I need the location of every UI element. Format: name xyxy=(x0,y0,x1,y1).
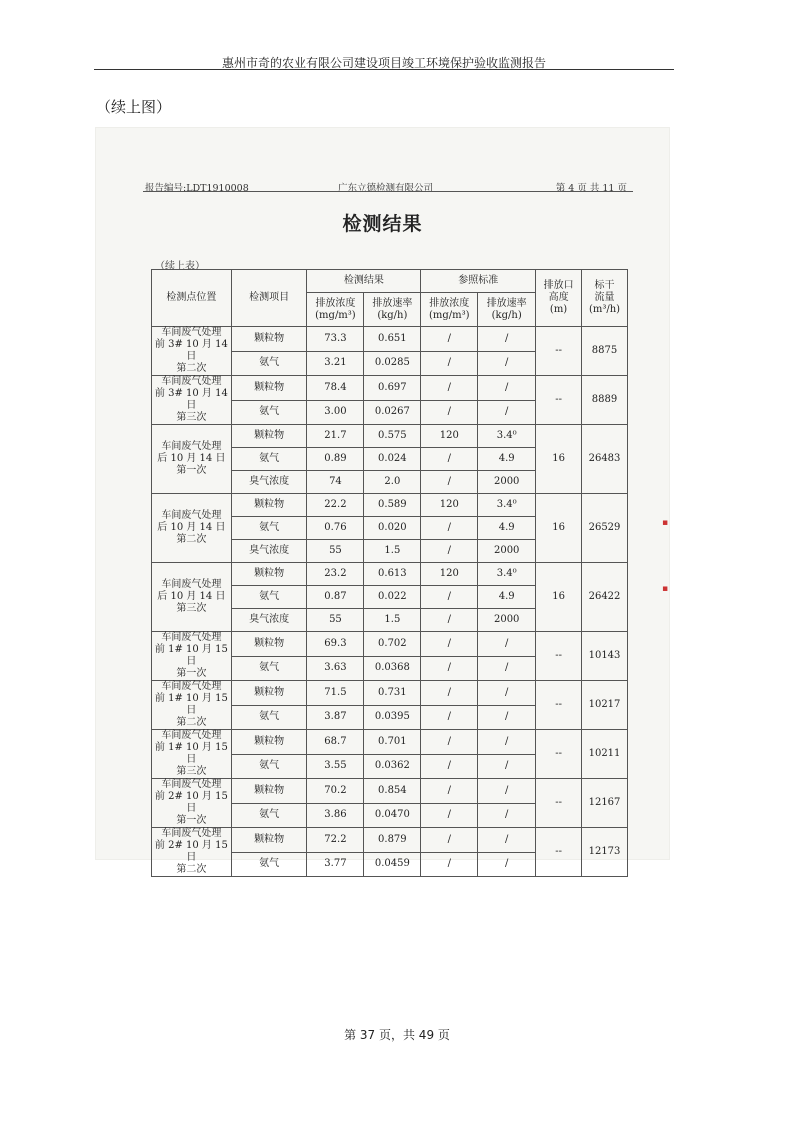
rate-cell: 1.5 xyxy=(364,609,421,632)
location-line: 前 3# 10 月 14 日 xyxy=(154,388,228,411)
conc-cell: 71.5 xyxy=(307,681,364,706)
rate-cell: 0.651 xyxy=(364,327,421,352)
std-rate-cell: / xyxy=(478,400,536,425)
conc-cell: 55 xyxy=(307,540,364,563)
location-cell xyxy=(152,327,232,376)
conc-cell: 73.3 xyxy=(307,327,364,352)
std-rate-cell: / xyxy=(478,779,536,804)
conc-cell: 23.2 xyxy=(307,563,364,586)
std-rate-cell: 4.9 xyxy=(478,448,536,471)
item-cell: 氨气 xyxy=(231,448,307,471)
item-cell: 颗粒物 xyxy=(231,730,307,755)
location-cell xyxy=(152,828,232,877)
std-rate-cell: / xyxy=(478,632,536,657)
rate-cell: 0.022 xyxy=(364,586,421,609)
header-rate-label: 排放速率 xyxy=(372,297,413,309)
std-conc-cell: / xyxy=(421,376,478,401)
item-cell: 氨气 xyxy=(231,400,307,425)
location-cell xyxy=(152,563,232,632)
std-conc-cell: / xyxy=(421,586,478,609)
conc-cell: 0.89 xyxy=(307,448,364,471)
header-outlet-height xyxy=(536,270,582,327)
std-conc-cell: 120 xyxy=(421,494,478,517)
scan-header-rule xyxy=(143,191,633,192)
conc-cell: 21.7 xyxy=(307,425,364,448)
std-conc-cell: / xyxy=(421,681,478,706)
item-cell: 氨气 xyxy=(231,586,307,609)
rate-cell: 0.0368 xyxy=(364,656,421,681)
std-conc-cell: / xyxy=(421,540,478,563)
location-line: 第一次 xyxy=(176,815,207,826)
header-outlet-line1: 排放口 xyxy=(543,280,574,291)
header-std-rate-unit: (kg/h) xyxy=(491,309,522,321)
std-rate-cell: 2000 xyxy=(478,471,536,494)
location-line: 前 3# 10 月 14 日 xyxy=(154,339,228,362)
flow-cell: 26529 xyxy=(582,494,628,563)
flow-cell: 8875 xyxy=(582,327,628,376)
continued-table-label: （续上表） xyxy=(155,261,205,272)
rate-cell: 0.879 xyxy=(364,828,421,853)
conc-cell: 55 xyxy=(307,609,364,632)
location-cell xyxy=(152,681,232,730)
location-line: 第二次 xyxy=(176,717,207,728)
rate-cell: 0.701 xyxy=(364,730,421,755)
item-cell: 氨气 xyxy=(231,803,307,828)
std-conc-cell: / xyxy=(421,852,478,877)
header-std-rate-label: 排放速率 xyxy=(486,297,527,309)
std-rate-cell: 3.4⁰ xyxy=(478,563,536,586)
table-row xyxy=(152,632,628,657)
header-outlet-line3: (m) xyxy=(549,304,568,315)
conc-cell: 3.86 xyxy=(307,803,364,828)
location-cell xyxy=(152,730,232,779)
item-cell: 臭气浓度 xyxy=(231,609,307,632)
margin-mark: ▪ xyxy=(662,518,669,528)
std-conc-cell: / xyxy=(421,730,478,755)
std-conc-cell: / xyxy=(421,327,478,352)
header-std-conc xyxy=(421,293,478,327)
item-cell: 氨气 xyxy=(231,656,307,681)
item-cell: 颗粒物 xyxy=(231,425,307,448)
rate-cell: 2.0 xyxy=(364,471,421,494)
location-line: 车间废气处理 xyxy=(161,579,222,590)
header-conc-label: 排放浓度 xyxy=(315,297,356,309)
header-flow-line2: 流量 xyxy=(594,292,615,303)
location-line: 前 1# 10 月 15 日 xyxy=(154,644,228,667)
rate-cell: 0.854 xyxy=(364,779,421,804)
std-rate-cell: 4.9 xyxy=(478,586,536,609)
table-row xyxy=(152,563,628,586)
header-reference: 参照标准 xyxy=(421,270,536,293)
table-row xyxy=(152,425,628,448)
header-flow-line3: (m³/h) xyxy=(588,304,621,315)
conc-cell: 78.4 xyxy=(307,376,364,401)
item-cell: 氨气 xyxy=(231,351,307,376)
rate-cell: 0.613 xyxy=(364,563,421,586)
header-item: 检测项目 xyxy=(231,270,307,327)
std-conc-cell: / xyxy=(421,471,478,494)
item-cell: 氨气 xyxy=(231,852,307,877)
std-rate-cell: 3.4⁰ xyxy=(478,425,536,448)
location-line: 第一次 xyxy=(176,668,207,679)
std-rate-cell: / xyxy=(478,376,536,401)
location-line: 后 10 月 14 日 xyxy=(157,591,226,602)
location-line: 第三次 xyxy=(176,412,207,423)
location-line: 前 2# 10 月 15 日 xyxy=(154,791,228,814)
conc-cell: 3.00 xyxy=(307,400,364,425)
conc-cell: 69.3 xyxy=(307,632,364,657)
std-conc-cell: 120 xyxy=(421,425,478,448)
location-line: 车间废气处理 xyxy=(161,730,222,741)
std-rate-cell: / xyxy=(478,828,536,853)
flow-cell: 10211 xyxy=(582,730,628,779)
std-conc-cell: / xyxy=(421,609,478,632)
conc-cell: 0.87 xyxy=(307,586,364,609)
location-line: 第一次 xyxy=(176,465,207,476)
conc-cell: 70.2 xyxy=(307,779,364,804)
header-flow xyxy=(582,270,628,327)
flow-cell: 8889 xyxy=(582,376,628,425)
std-rate-cell: 3.4⁰ xyxy=(478,494,536,517)
outlet-height-cell: -- xyxy=(536,376,582,425)
header-conc-unit: (mg/m³) xyxy=(315,309,356,321)
item-cell: 颗粒物 xyxy=(231,563,307,586)
std-rate-cell: / xyxy=(478,730,536,755)
rate-cell: 0.024 xyxy=(364,448,421,471)
flow-cell: 10143 xyxy=(582,632,628,681)
std-rate-cell: / xyxy=(478,852,536,877)
margin-mark: ▪ xyxy=(662,584,669,594)
item-cell: 颗粒物 xyxy=(231,632,307,657)
results-table-body xyxy=(152,327,628,877)
item-cell: 氨气 xyxy=(231,517,307,540)
item-cell: 颗粒物 xyxy=(231,376,307,401)
location-cell xyxy=(152,494,232,563)
std-conc-cell: / xyxy=(421,828,478,853)
outlet-height-cell: -- xyxy=(536,779,582,828)
rate-cell: 0.0267 xyxy=(364,400,421,425)
conc-cell: 72.2 xyxy=(307,828,364,853)
std-conc-cell: / xyxy=(421,448,478,471)
location-line: 后 10 月 14 日 xyxy=(157,522,226,533)
flow-cell: 10217 xyxy=(582,681,628,730)
std-conc-cell: / xyxy=(421,656,478,681)
rate-cell: 0.589 xyxy=(364,494,421,517)
std-rate-cell: 2000 xyxy=(478,540,536,563)
location-line: 第二次 xyxy=(176,363,207,374)
outlet-height-cell: 16 xyxy=(536,494,582,563)
conc-cell: 22.2 xyxy=(307,494,364,517)
table-row xyxy=(152,681,628,706)
rate-cell: 0.0362 xyxy=(364,754,421,779)
results-table xyxy=(151,269,628,877)
conc-cell: 74 xyxy=(307,471,364,494)
flow-cell: 12173 xyxy=(582,828,628,877)
location-cell xyxy=(152,632,232,681)
report-number: 报告编号:LDT1910008 xyxy=(145,183,249,194)
location-line: 第三次 xyxy=(176,766,207,777)
table-row xyxy=(152,828,628,853)
location-line: 前 1# 10 月 15 日 xyxy=(154,693,228,716)
std-rate-cell: / xyxy=(478,803,536,828)
header-std-conc-unit: (mg/m³) xyxy=(429,309,470,321)
std-conc-cell: 120 xyxy=(421,563,478,586)
header-rate-unit: (kg/h) xyxy=(377,309,408,321)
table-row xyxy=(152,327,628,352)
item-cell: 氨气 xyxy=(231,754,307,779)
conc-cell: 0.76 xyxy=(307,517,364,540)
outlet-height-cell: -- xyxy=(536,632,582,681)
rate-cell: 0.702 xyxy=(364,632,421,657)
item-cell: 颗粒物 xyxy=(231,681,307,706)
location-cell xyxy=(152,425,232,494)
std-rate-cell: / xyxy=(478,351,536,376)
header-rule xyxy=(94,69,674,70)
std-conc-cell: / xyxy=(421,517,478,540)
scan-page-info: 第 4 页 共 11 页 xyxy=(555,183,627,194)
location-line: 车间废气处理 xyxy=(161,510,222,521)
std-rate-cell: / xyxy=(478,754,536,779)
header-outlet-line2: 高度 xyxy=(548,292,569,303)
outlet-height-cell: 16 xyxy=(536,563,582,632)
std-rate-cell: / xyxy=(478,656,536,681)
location-line: 车间废气处理 xyxy=(161,376,222,387)
location-line: 后 10 月 14 日 xyxy=(157,453,226,464)
location-line: 前 1# 10 月 15 日 xyxy=(154,742,228,765)
rate-cell: 0.697 xyxy=(364,376,421,401)
rate-cell: 0.575 xyxy=(364,425,421,448)
location-cell xyxy=(152,376,232,425)
std-conc-cell: / xyxy=(421,400,478,425)
location-line: 车间废气处理 xyxy=(161,327,222,338)
table-row xyxy=(152,494,628,517)
rate-cell: 0.020 xyxy=(364,517,421,540)
std-conc-cell: / xyxy=(421,632,478,657)
continued-label: （续上图） xyxy=(96,98,172,116)
page-footer: 第 37 页，共 49 页 xyxy=(344,1028,450,1042)
location-line: 车间废气处理 xyxy=(161,632,222,643)
std-conc-cell: / xyxy=(421,803,478,828)
conc-cell: 68.7 xyxy=(307,730,364,755)
std-rate-cell: / xyxy=(478,327,536,352)
rate-cell: 1.5 xyxy=(364,540,421,563)
flow-cell: 26483 xyxy=(582,425,628,494)
outlet-height-cell: -- xyxy=(536,327,582,376)
location-line: 车间废气处理 xyxy=(161,828,222,839)
outlet-height-cell: -- xyxy=(536,828,582,877)
location-line: 车间废气处理 xyxy=(161,681,222,692)
item-cell: 颗粒物 xyxy=(231,494,307,517)
header-conc xyxy=(307,293,364,327)
rate-cell: 0.731 xyxy=(364,681,421,706)
item-cell: 颗粒物 xyxy=(231,779,307,804)
rate-cell: 0.0470 xyxy=(364,803,421,828)
table-row xyxy=(152,779,628,804)
table-row xyxy=(152,376,628,401)
rate-cell: 0.0459 xyxy=(364,852,421,877)
conc-cell: 3.87 xyxy=(307,705,364,730)
page-header: 惠州市奇的农业有限公司建设项目竣工环境保护验收监测报告 xyxy=(221,56,546,70)
location-cell xyxy=(152,779,232,828)
conc-cell: 3.63 xyxy=(307,656,364,681)
header-flow-line1: 标干 xyxy=(594,280,615,291)
header-location: 检测点位置 xyxy=(152,270,232,327)
location-line: 第二次 xyxy=(176,534,207,545)
std-conc-cell: / xyxy=(421,705,478,730)
location-line: 车间废气处理 xyxy=(161,441,222,452)
item-cell: 氨气 xyxy=(231,705,307,730)
std-rate-cell: / xyxy=(478,681,536,706)
conc-cell: 3.21 xyxy=(307,351,364,376)
header-rate xyxy=(364,293,421,327)
item-cell: 颗粒物 xyxy=(231,828,307,853)
company-name: 广东立德检测有限公司 xyxy=(338,183,434,194)
std-rate-cell: 4.9 xyxy=(478,517,536,540)
header-results: 检测结果 xyxy=(307,270,421,293)
item-cell: 臭气浓度 xyxy=(231,540,307,563)
conc-cell: 3.77 xyxy=(307,852,364,877)
location-line: 第三次 xyxy=(176,603,207,614)
location-line: 车间废气处理 xyxy=(161,779,222,790)
outlet-height-cell: 16 xyxy=(536,425,582,494)
std-conc-cell: / xyxy=(421,779,478,804)
outlet-height-cell: -- xyxy=(536,730,582,779)
flow-cell: 12167 xyxy=(582,779,628,828)
std-rate-cell: / xyxy=(478,705,536,730)
std-conc-cell: / xyxy=(421,351,478,376)
item-cell: 臭气浓度 xyxy=(231,471,307,494)
location-line: 前 2# 10 月 15 日 xyxy=(154,840,228,863)
std-conc-cell: / xyxy=(421,754,478,779)
conc-cell: 3.55 xyxy=(307,754,364,779)
rate-cell: 0.0395 xyxy=(364,705,421,730)
header-std-conc-label: 排放浓度 xyxy=(429,297,470,309)
rate-cell: 0.0285 xyxy=(364,351,421,376)
location-line: 第二次 xyxy=(176,864,207,875)
outlet-height-cell: -- xyxy=(536,681,582,730)
item-cell: 颗粒物 xyxy=(231,327,307,352)
table-row xyxy=(152,730,628,755)
flow-cell: 26422 xyxy=(582,563,628,632)
document-title: 检测结果 xyxy=(342,213,423,235)
header-std-rate xyxy=(478,293,536,327)
std-rate-cell: 2000 xyxy=(478,609,536,632)
